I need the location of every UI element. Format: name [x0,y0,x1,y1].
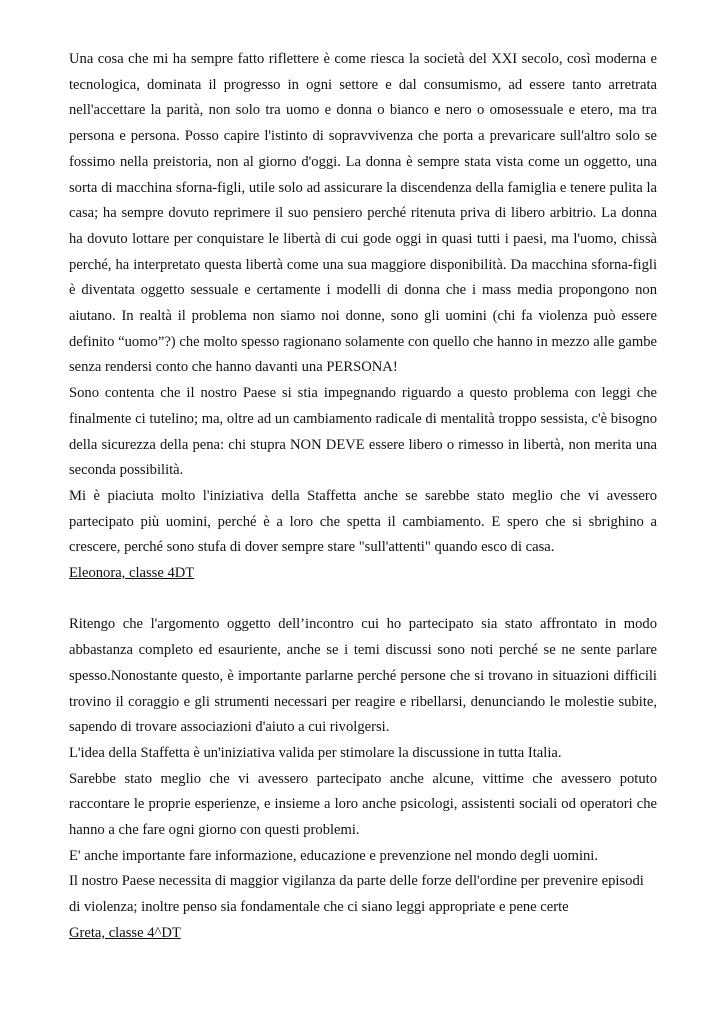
essay-1-signature: Eleonora, classe 4DT [69,565,195,582]
essay-2-paragraph-4: E' anche importante fare informazione, educazione e prevenzione nel mondo degli uomini. [69,847,599,864]
essay-1-paragraph-3: Mi è piaciuta molto l'iniziativa della Staffetta anche se sarebbe stato meglio che vi avessero partecipato più uomini, perché è a loro che spetta il cambiamento. E spero che si sbrighino a crescere, perché sono stufa di dover sempre stare "sull'attenti" quando esco di casa. [69,487,657,556]
essay-eleonora [69,47,657,587]
essay-2-paragraph-3: Sarebbe stato meglio che vi avessero partecipato anche alcune, vittime che avessero potuto raccontare le proprie esperienze, e insieme a loro anche psicologi, assistenti sociali od operatori che hanno a che fare ogni giorno con questi problemi. [69,770,657,839]
essay-2-signature: Greta, classe 4^DT [69,924,181,941]
essay-2-paragraph-1: Ritengo che l'argomento oggetto dell’incontro cui ho partecipato sia stato affrontato in modo abbastanza completo ed esauriente, anche se i temi discussi sono noti perché se ne sente parlare spesso.Nonostante questo, è importante parlarne perché persone che si trovano in situazioni difficili trovino il coraggio e gli strumenti necessari per reagire e ribellarsi, denunciando le molestie subite, sapendo di trovare associazioni d'aiuto a cui rivolgersi. [69,616,657,736]
essay-greta [69,612,657,946]
essay-2-paragraph-2: L'idea della Staffetta è un'iniziativa valida per stimolare la discussione in tutta Italia. [69,744,562,761]
document-page [69,47,657,947]
section-spacer [69,587,657,613]
essay-2-paragraph-5: Il nostro Paese necessita di maggior vigilanza da parte delle forze dell'ordine per prevenire episodi di violenza; inoltre penso sia fondamentale che ci siano leggi appropriate e pene certe [69,873,644,916]
essay-1-paragraph-2: Sono contenta che il nostro Paese si stia impegnando riguardo a questo problema con leggi che finalmente ci tutelino; ma, oltre ad un cambiamento radicale di mentalità troppo sessista, c'è bisogno della sicurezza della pena: chi stupra NON DEVE essere libero o rimesso in libertà, non merita una seconda possibilità. [69,385,657,479]
essay-1-paragraph-1: Una cosa che mi ha sempre fatto riflettere è come riesca la società del XXI secolo, così moderna e tecnologica, dominata il progresso in ogni settore e dal consumismo, ad essere tanto arretrata nell'accettare la parità, non solo tra uomo e donna o bianco e nero o omosessuale e etero, ma tra persona e persona. Posso capire l'istinto di sopravvivenza che porta a prevaricare sull'altro solo se fossimo nella preistoria, non al giorno d'oggi. La donna è sempre stata vista come un oggetto, una sorta di macchina sforna-figli, utile solo ad assicurare la discendenza della famiglia e tenere pulita la casa; ha sempre dovuto reprimere il suo pensiero perché ritenuta priva di libero arbitrio. La donna ha dovuto lottare per conquistare le libertà di cui gode oggi in quasi tutti i paesi, ma l'uomo, chissà perché, ha interpretato questa libertà come una sua maggiore disponibilità. Da macchina sforna-figli è diventata oggetto sessuale e certamente i modelli di donna che i mass media propongono non aiutano. In realtà il problema non siamo noi donne, sono gli uomini (chi fa violenza può essere definito “uomo”?) che molto spesso ragionano solamente con quello che hanno in mezzo alle gambe senza rendersi conto che hanno davanti una PERSONA! [69,51,657,376]
